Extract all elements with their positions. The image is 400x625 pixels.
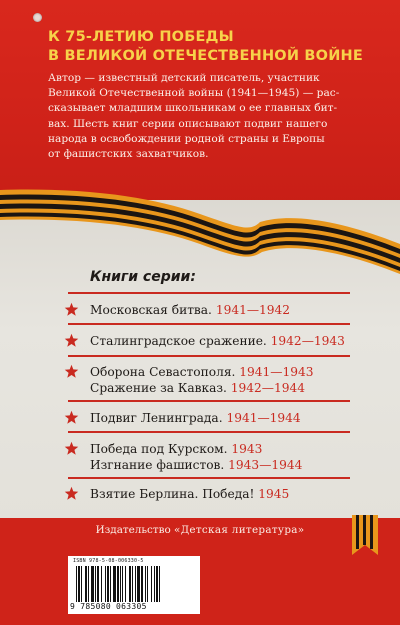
description-line: народа в освобождении родной страны и Европы bbox=[48, 132, 325, 145]
punch-hole bbox=[33, 13, 42, 22]
book-item bbox=[64, 486, 384, 502]
divider bbox=[68, 400, 350, 402]
description-line: от фашистских захватчиков. bbox=[48, 148, 209, 161]
publisher-line bbox=[0, 524, 400, 536]
book-line bbox=[90, 457, 384, 473]
book-years: 1941—1944 bbox=[226, 411, 301, 425]
book-line bbox=[90, 410, 384, 426]
description-line: сказывает младшим школьникам о ее главных бит- bbox=[48, 102, 338, 115]
anniversary-heading bbox=[48, 28, 388, 66]
ean-digits: 9 785080 063305 bbox=[70, 602, 147, 611]
book-title: Изгнание фашистов. bbox=[90, 458, 225, 472]
book-years: 1943 bbox=[231, 442, 263, 456]
star-icon bbox=[64, 302, 79, 317]
publisher-name: «Детская литература» bbox=[174, 524, 305, 536]
book-line bbox=[90, 333, 384, 349]
book-years: 1942—1944 bbox=[230, 381, 306, 395]
book-title: Взятие Берлина. Победа! bbox=[90, 487, 255, 501]
series-books-title: Книги серии: bbox=[90, 269, 196, 285]
book-title: Московская битва. bbox=[90, 303, 212, 317]
divider bbox=[68, 323, 350, 325]
book-years: 1945 bbox=[258, 487, 290, 501]
publisher-prefix: Издательство bbox=[95, 524, 171, 536]
divider bbox=[68, 355, 350, 357]
star-icon bbox=[64, 364, 79, 379]
heading-line-2: В ВЕЛИКОЙ ОТЕЧЕСТВЕННОЙ ВОЙНЕ bbox=[48, 48, 363, 64]
book-years: 1941—1942 bbox=[215, 303, 291, 317]
book-item bbox=[64, 302, 384, 318]
book-title: Подвиг Ленинграда. bbox=[90, 411, 223, 425]
star-icon bbox=[64, 441, 79, 456]
star-icon bbox=[64, 410, 79, 425]
st-george-ribbon bbox=[0, 170, 400, 280]
book-item bbox=[64, 333, 384, 349]
star-icon bbox=[64, 333, 79, 348]
divider bbox=[68, 431, 350, 433]
book-years: 1943—1944 bbox=[228, 458, 303, 472]
barcode-box bbox=[68, 556, 200, 614]
book-item bbox=[64, 364, 384, 396]
book-years: 1941—1943 bbox=[239, 365, 314, 379]
book-line bbox=[90, 441, 384, 457]
book-years: 1942—1943 bbox=[270, 334, 345, 348]
book-title: Сталинградское сражение. bbox=[90, 334, 267, 348]
book-line bbox=[90, 364, 384, 380]
book-line bbox=[90, 302, 384, 318]
isbn-number: ISBN 978-5-08-006330-5 bbox=[73, 558, 144, 564]
book-line bbox=[90, 486, 384, 502]
description-line: Автор — известный детский писатель, участник bbox=[48, 72, 320, 84]
star-icon bbox=[64, 486, 79, 501]
description-line: вах. Шесть книг серии описывают подвиг нашего bbox=[48, 117, 328, 130]
book-item bbox=[64, 410, 384, 426]
book-item bbox=[64, 441, 384, 473]
book-title: Оборона Севастополя. bbox=[90, 365, 236, 379]
heading-line-1: К 75-ЛЕТИЮ ПОБЕДЫ bbox=[48, 29, 234, 45]
description-text bbox=[48, 71, 383, 162]
description-line: Великой Отечественной войны (1941—1945) — рас- bbox=[48, 87, 340, 100]
divider bbox=[68, 477, 350, 479]
book-title: Сражение за Кавказ. bbox=[90, 381, 227, 395]
book-title: Победа под Курском. bbox=[90, 442, 228, 456]
barcode-icon bbox=[76, 566, 194, 602]
book-line bbox=[90, 380, 384, 396]
divider bbox=[68, 292, 350, 294]
